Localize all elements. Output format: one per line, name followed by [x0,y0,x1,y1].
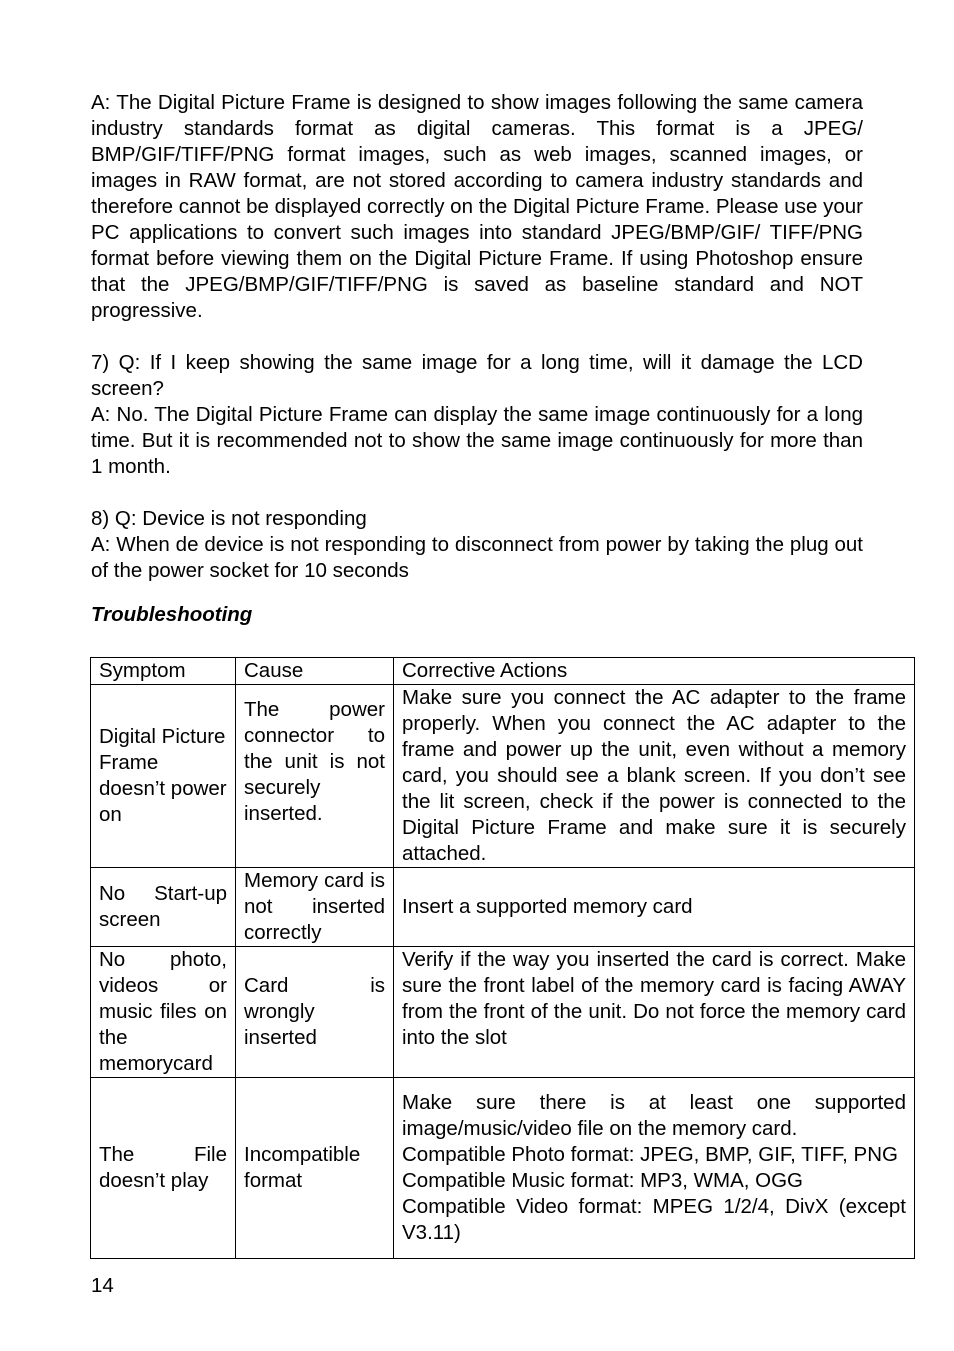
actions-cell: Make sure you connect the AC adapter to the frame properly. When you connect the AC adapter to the frame and power up the unit, even without a memory card, you should see a blank screen. If you don’t see the lit screen, check if the power is connected to the Digital Picture Frame and make sure it is securely attached. [394,685,915,868]
header-corrective-actions: Corrective Actions [394,658,915,685]
actions-line: Compatible Video format: MPEG 1/2/4, DivX (except V3.11) [402,1195,906,1244]
cause-cell: The power connector to the unit is not securely inserted. [236,685,394,868]
actions-cell: Insert a supported memory card [394,868,915,947]
symptom-cell: No photo, videos or music files on the memorycard [91,947,236,1078]
answer-6-paragraph: A: The Digital Picture Frame is designed to show images following the same camera industry standards format as digital cameras. This format is a JPEG/ BMP/GIF/TIFF/PNG format images, such as web images, scanned images, or images in RAW format, are not stored according to camera industry standards and therefore cannot be displayed correctly on the Digital Picture Frame. Please use your PC applications to convert such images into standard JPEG/BMP/GIF/ TIFF/PNG format before viewing them on the Digital Picture Frame. If using Photoshop ensure that the JPEG/BMP/GIF/TIFF/PNG is saved as baseline standard and NOT progressive. [91,91,863,322]
cause-cell: Memory card is not inserted correctly [236,868,394,947]
paragraph-spacer [91,480,863,506]
symptom-cell: No Start-up screen [91,868,236,947]
header-symptom: Symptom [91,658,236,685]
actions-line: Make sure there is at least one supported image/music/video file on the memory card. [402,1091,906,1140]
actions-line: Compatible Photo format: JPEG, BMP, GIF, TIFF, PNG [402,1143,898,1166]
actions-cell [394,1078,915,1259]
table-row [91,947,915,1078]
page-number: 14 [91,1274,114,1297]
answer-7: A: No. The Digital Picture Frame can display the same image continuously for a long time. But it is recommended not to show the same image continuously for more than 1 month. [91,403,863,478]
table-row [91,1078,915,1259]
symptom-cell: The File doesn’t play [91,1078,236,1259]
paragraph-spacer [91,324,863,350]
page-content [91,90,863,628]
question-8: 8) Q: Device is not responding [91,507,367,530]
actions-cell: Verify if the way you inserted the card is correct. Make sure the front label of the memory card is facing AWAY from the front of the unit. Do not force the memory card into the slot [394,947,915,1078]
troubleshooting-heading: Troubleshooting [91,603,253,626]
answer-8: A: When de device is not responding to disconnect from power by taking the plug out of the power socket for 10 seconds [91,533,863,582]
header-cause: Cause [236,658,394,685]
table-row [91,685,915,868]
troubleshooting-table [90,657,915,1259]
cause-cell: Card is wrongly inserted [236,947,394,1078]
symptom-cell: Digital Picture Frame doesn’t power on [91,685,236,868]
table-header-row [91,658,915,685]
question-7: 7) Q: If I keep showing the same image for a long time, will it damage the LCD screen? [91,351,863,400]
cause-cell: Incompatible format [236,1078,394,1259]
table-row [91,868,915,947]
actions-line: Compatible Music format: MP3, WMA, OGG [402,1169,803,1192]
